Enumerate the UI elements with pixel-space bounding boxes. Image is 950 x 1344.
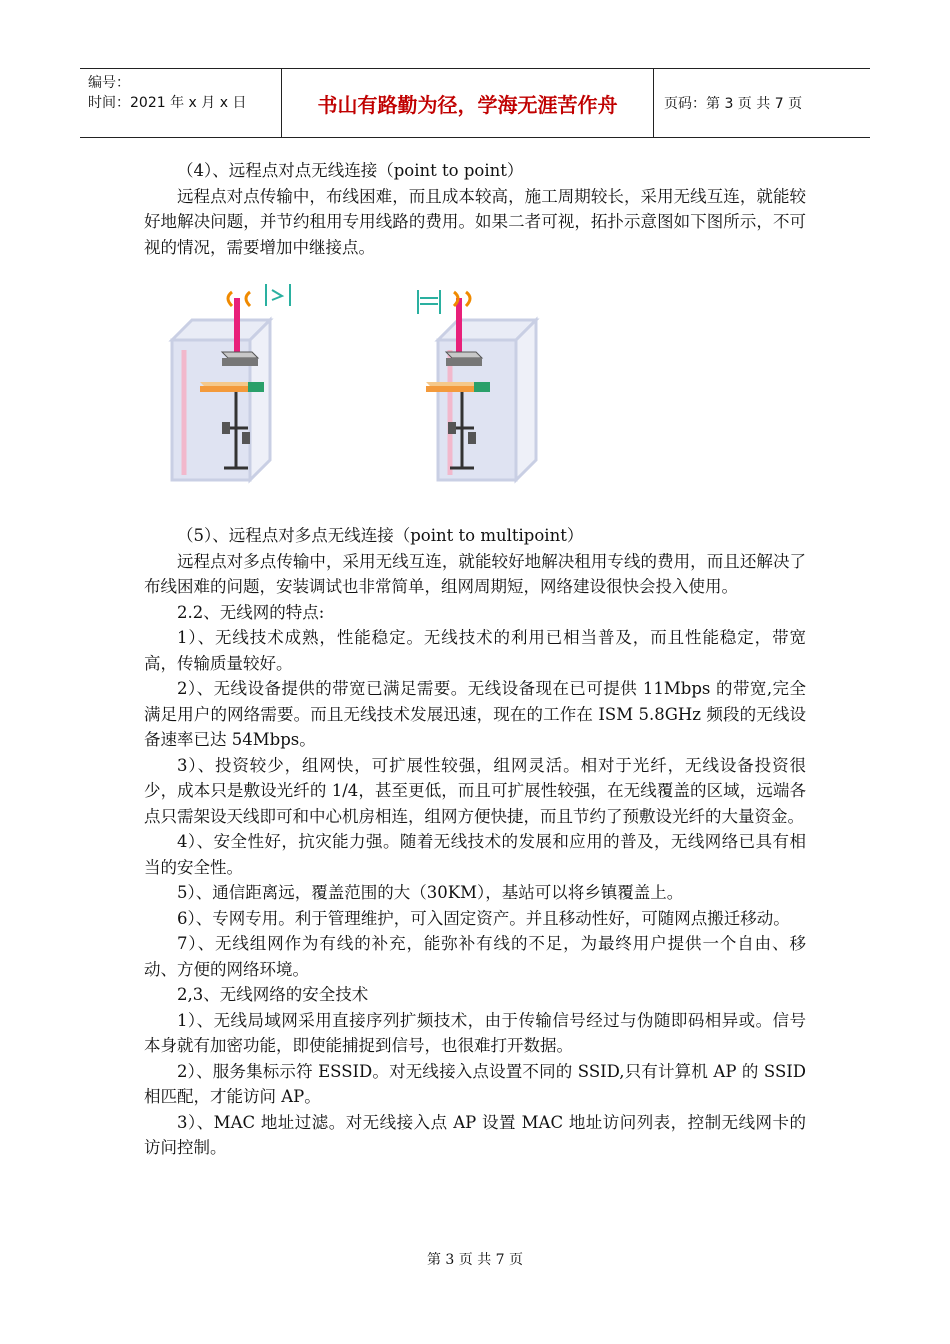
list-item: 5）、通信距离远，覆盖范围的大（30KM），基站可以将乡镇覆盖上。 bbox=[177, 883, 684, 902]
list-item: 3）、投资较少，组网快，可扩展性较强，组网灵活。相对于光纤，无线设备投资很少，成本只是敷设光纤的 1/4，甚至更低，而且可扩展性较强，在无线覆盖的区域，远端各点只需架设天线即可和中心机房相连，组网方便快捷，而且节约了预敷设光纤的大量资金。 bbox=[144, 755, 806, 826]
list-item: 4）、安全性好，抗灾能力强。随着无线技术的发展和应用的普及，无线网络已具有相当的安全性。 bbox=[144, 832, 806, 877]
section-heading: （4）、远程点对点无线连接（point to point） bbox=[177, 161, 524, 180]
list-item: 2）、无线设备提供的带宽已满足需要。无线设备现在已可提供 11Mbps 的带宽,完全满足用户的网络需要。而且无线技术发展迅速，现在的工作在 ISM 5.8GHz 频段的无线设备速率已达 54Mbps。 bbox=[144, 679, 806, 749]
left-building bbox=[172, 320, 270, 480]
footer-page-number: 第 3 页 共 7 页 bbox=[426, 1252, 524, 1268]
header-motto: 书山有路勤为径，学海无涯苦作舟 bbox=[282, 69, 654, 137]
right-switch-icon bbox=[426, 382, 490, 392]
section-heading: （5）、远程点对多点无线连接（point to multipoint） bbox=[177, 526, 584, 545]
paragraph: 远程点对点传输中，布线困难，而且成本较高，施工周期较长，采用无线互连，就能较好地解决问题，并节约租用专用线路的费用。如果二者可视，拓扑示意图如下图所示，不可视的情况，需要增加中继接点。 bbox=[144, 186, 806, 257]
page-header bbox=[80, 68, 870, 138]
left-switch-icon bbox=[200, 382, 264, 392]
section-heading: 2,3、无线网络的安全技术 bbox=[177, 985, 369, 1004]
list-item: 3）、MAC 地址过滤。对无线接入点 AP 设置 MAC 地址访问列表，控制无线网卡的访问控制。 bbox=[144, 1112, 806, 1157]
signal-icon bbox=[418, 290, 440, 314]
section-heading: 2.2、无线网的特点: bbox=[177, 602, 325, 622]
right-building bbox=[438, 320, 536, 480]
list-item: 1）、无线技术成熟，性能稳定。无线技术的利用已相当普及，而且性能稳定，带宽高，传输质量较好。 bbox=[144, 628, 806, 673]
list-item: 1）、无线局域网采用直接序列扩频技术，由于传输信号经过与伪随即码相异或。信号本身就有加密功能，即使能捕捉到信号，也很难打开数据。 bbox=[144, 1010, 806, 1055]
header-page-info: 页码：第 3 页 共 7 页 bbox=[664, 96, 803, 112]
point-to-point-topology-figure bbox=[160, 280, 560, 490]
list-item: 6）、专网专用。利于管理维护，可入固定资产。并且移动性好，可随网点搬迁移动。 bbox=[177, 908, 790, 928]
list-item: 2）、服务集标示符 ESSID。对无线接入点设置不同的 SSID,只有计算机 AP 的 SSID 相匹配，才能访问 AP。 bbox=[144, 1061, 806, 1106]
doc-number-label: 编号： bbox=[88, 75, 130, 91]
header-meta bbox=[80, 69, 282, 137]
signal-icon bbox=[266, 284, 290, 306]
left-router-icon bbox=[222, 352, 258, 366]
paragraph: 远程点对多点传输中，采用无线互连，就能较好地解决租用专线的费用，而且还解决了布线困难的问题，安装调试也非常简单，组网周期短，网络建设很快会投入使用。 bbox=[144, 551, 806, 596]
right-router-icon bbox=[446, 352, 482, 366]
doc-date-label: 时间：2021 年 x 月 x 日 bbox=[88, 95, 247, 111]
page-footer bbox=[0, 1249, 950, 1269]
list-item: 7）、无线组网作为有线的补充，能弥补有线的不足，为最终用户提供一个自由、移动、方便的网络环境。 bbox=[144, 934, 806, 979]
